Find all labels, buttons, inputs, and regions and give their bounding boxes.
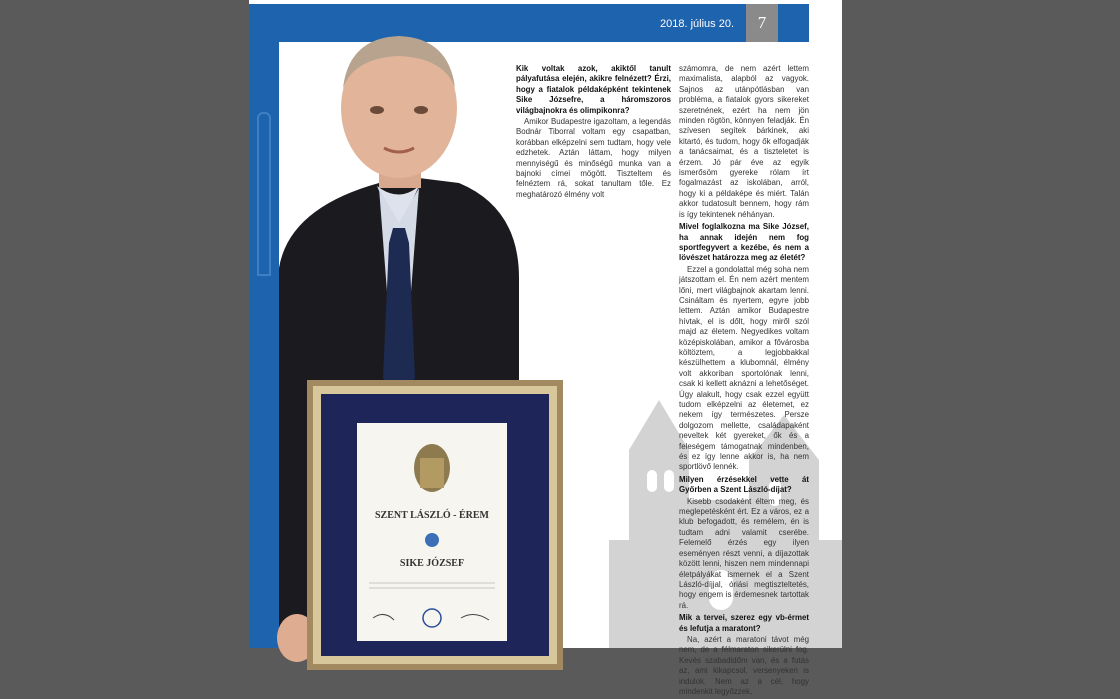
interview-answer: Na, azért a maratoni távot még nem, de a félmaraton sikerülni fog. Kevés szabadidőm van, és a futás az, ami kikapcsol, versenyeken is indulok. Nem az a cél, hogy mindenkit legyőzzek, [679, 634, 809, 696]
interview-question: Mik a tervei, szerez egy vb-érmet és lefutja a maratont? [679, 613, 809, 633]
certificate-name: SIKE JÓZSEF [399, 558, 465, 569]
magazine-page [249, 0, 842, 696]
interview-question: Milyen érzésekkel vette át Győrben a Szent László-díjat? [679, 474, 809, 495]
article-column-2 [679, 64, 809, 699]
interview-question: Kik voltak azok, akiktől tanult pályafutása elején, akikre felnézett? Érzi, hogy a fiatalok példaképként tekintenek Sike Józsefre, a háromszoros világbajnokra és olimpikonra? [516, 64, 671, 115]
portrait-photo [269, 18, 519, 648]
issue-date: 2018. július 20. [660, 18, 734, 30]
interview-answer: Amikor Budapestre igazoltam, a legendás Bodnár Tiborral voltam egy csapatban, korábban elképzelni sem tudtam, hogy vele edzhetek. Aztán láttam, hogy milyen mennyiségű és minőségű munka van a bajnoki címei mögött. Tiszteltem és felnéztem rá, sokat tanultam tőle. Ez meghatározó élmény volt [516, 117, 671, 199]
page-number: 7 [746, 4, 778, 42]
certificate-title: SZENT LÁSZLÓ - ÉREM [374, 510, 490, 521]
interview-answer: Ezzel a gondolattal még soha nem játszottam el. Én nem azért mentem lőni, mert világbajnok akartam lenni. Csináltam és nyertem, egyre jobb lettem. Aztán amikor Budapestre hívtak, el is dőlt, hogy miről szól majd az életem. Negyedikes voltam középiskolában, amikor a fővárosba költöztem, a legjobbakkal készülhettem a klubomnál, élmény volt akkoriban sportolónak lenni, csak ki kellett aknázni a lehetőséget. Úgy alakult, hogy csak ezzel együtt tudom elképzelni az életemet, ez nekem így természetes. Persze dolgozom mellette, családapaként neveltek két gyereket, ők és a feleségem támogatnak mindenben, és ez így lenne akkor is, ha nem sportlövő lennék. [679, 264, 809, 472]
interview-question: Mivel foglalkozna ma Sike József, ha annak idején nem fog sportfegyvert a kezébe, és nem a lövészet határozza meg az életét? [679, 222, 809, 263]
article-column-1 [516, 64, 671, 202]
interview-answer: Kisebb csodaként éltem meg, és meglepetésként ért. Ez a város, ez a klub befogadott, és remélem, én is tudtam adni valamit cserébe. Felemelő érzés egy ilyen eseményen részt venni, a díjazottak között lenni, hiszen nem mindennapi életpályákat ismernek el a Szent László-díjjal, óriási megtiszteltetés, hogy engem is érdemesnek tartottak rá. [679, 496, 809, 610]
interview-answer: számomra, de nem azért lettem maximalista, alapból az vagyok. Sajnos az utánpótlásban van probléma, a fiatalok gyors sikereket szeretnének, ezért ha nem jön minden rögtön, könnyen feladják. Én szívesen segítek bárkinek, aki kitartó, és tudom, hogy ők elfogadják a tanácsaimat, és a tiszteletet is érzem. Jó pár éve az egyik ismerősöm gyereke rólam írt fogalmazást az iskolában, arról, hogy ki a példaképe és miért. Talán akkor tudatosult bennem, hogy rám is így tekintenek néhányan. [679, 64, 809, 219]
